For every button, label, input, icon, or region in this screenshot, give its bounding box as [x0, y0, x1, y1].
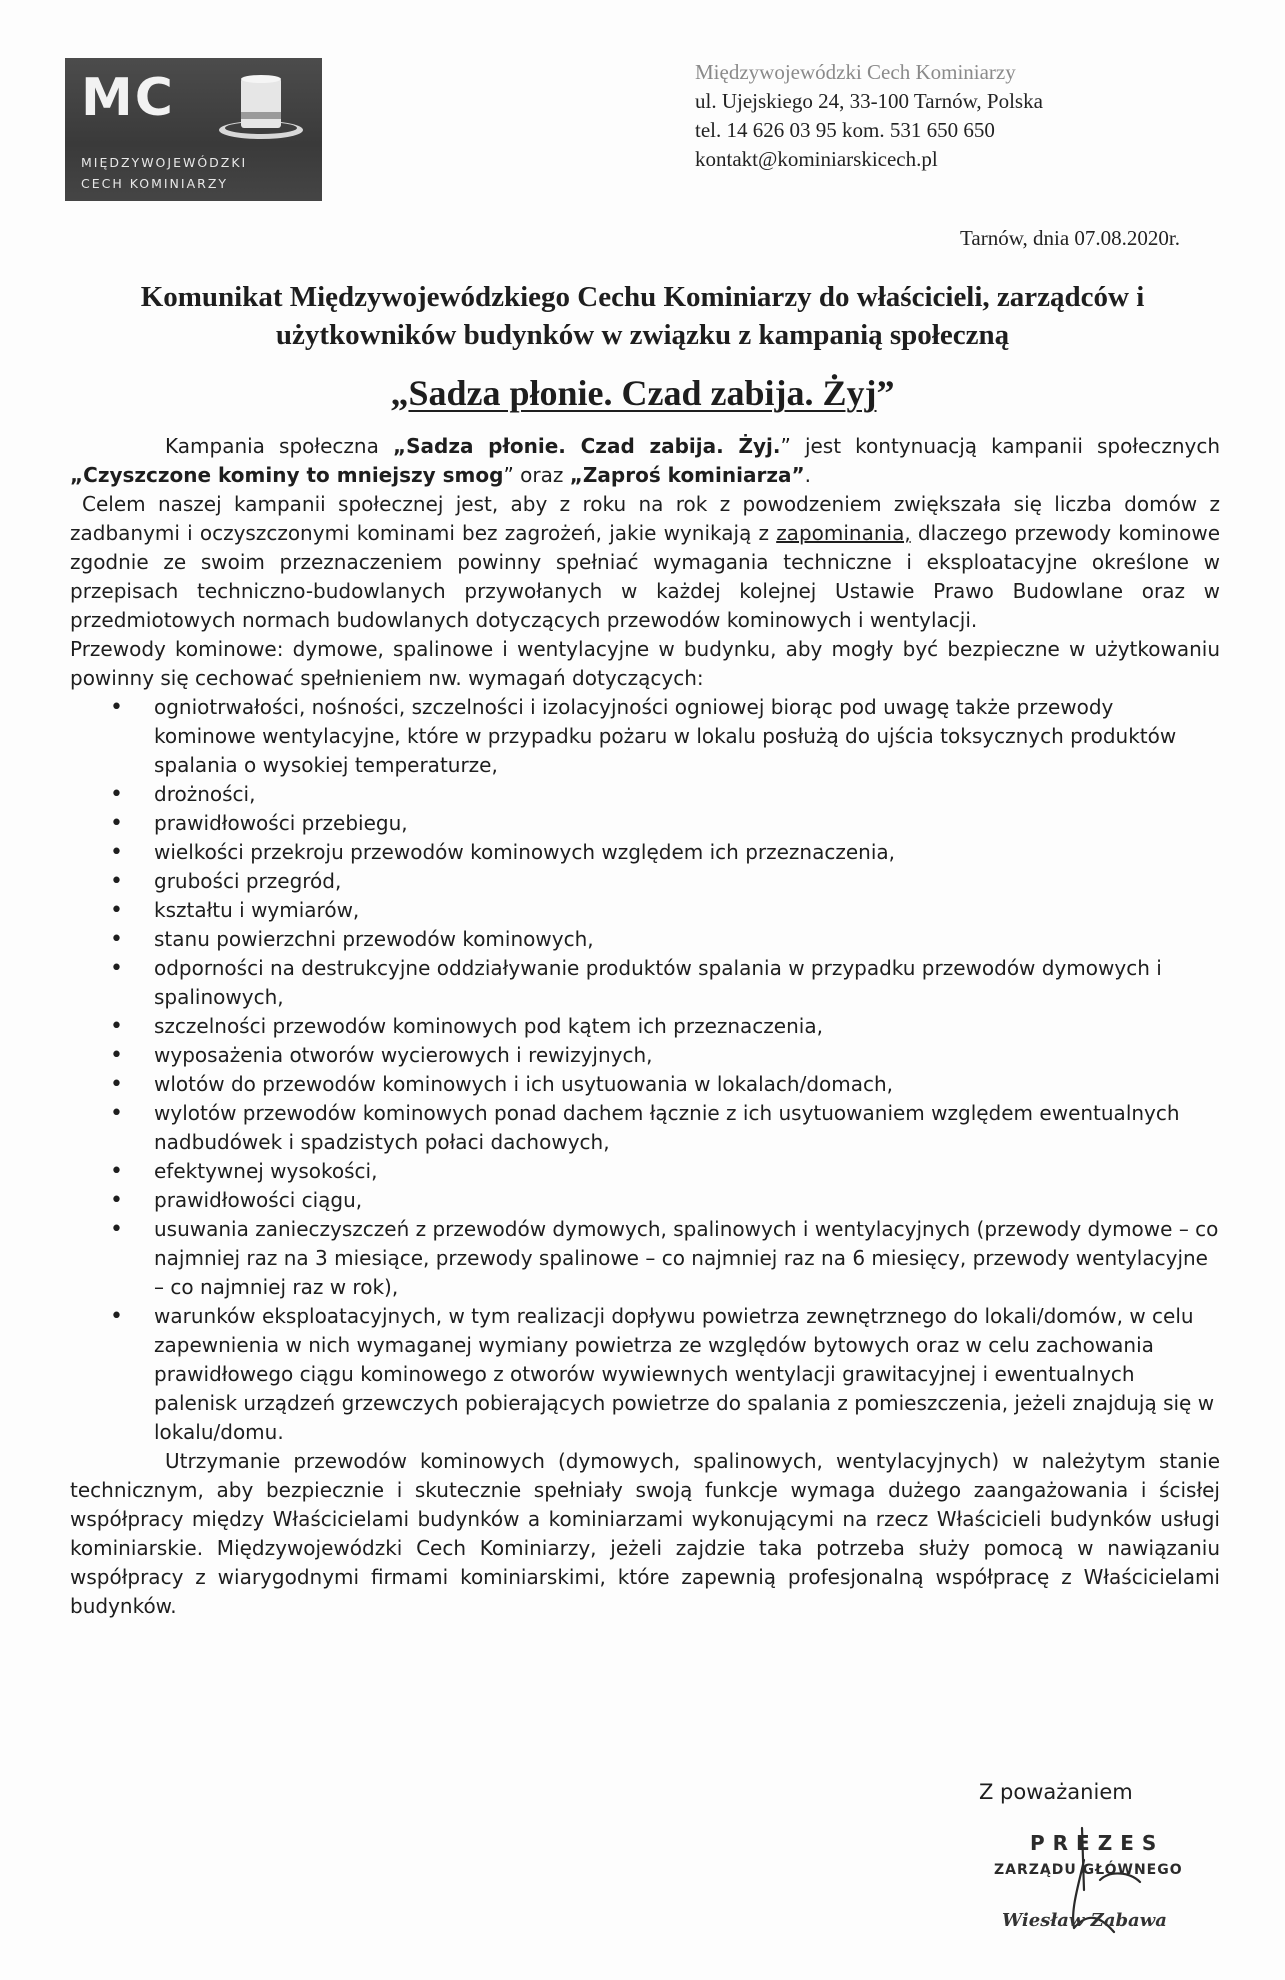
list-item: • prawidłowości przebiegu,	[70, 809, 1220, 838]
list-item: • prawidłowości ciągu,	[70, 1186, 1220, 1215]
list-item: • warunków eksploatacyjnych, w tym realizacji dopływu powietrza zewnętrznego do lokali/domów, w celu zapewnienia w nich wymaganej wymiany powietrza ze względów bytowych oraz w celu zachowania prawidłowego ciągu kominowego z otworów wywiewnych wentylacji grawitacyjnej i ewentualnych palenisk urządzeń grzewczych pobierających powietrze do spalania z pomieszczenia, jeżeli znajdują się w lokalu/domu.	[70, 1302, 1220, 1447]
letter-body	[70, 432, 1220, 1621]
stamp-name: Wiesław Zabawa	[1002, 1910, 1167, 1931]
logo-line-1: MIĘDZYWOJEWÓDZKI	[81, 155, 248, 170]
letterhead	[695, 58, 1043, 174]
stamp-title: PREZES	[1030, 1831, 1165, 1855]
list-item: • wielkości przekroju przewodów kominowych względem ich przeznaczenia,	[70, 838, 1220, 867]
list-item: • szczelności przewodów kominowych pod kątem ich przeznaczenia,	[70, 1012, 1220, 1041]
intro-paragraph	[70, 432, 1220, 490]
closing-paragraph: Utrzymanie przewodów kominowych (dymowych, spalinowych, wentylacyjnych) w należytym stanie technicznym, aby bezpiecznie i skutecznie spełniały swoją funkcje wymaga dużego zaangażowania i ścisłej współpracy między Właścicielami budynków a kominiarzami wykonującymi na rzecz Właścicieli budynków usługi kominiarskie. Międzywojewódzki Cech Kominiarzy, jeżeli zajdzie taka potrzeba służy pomocą w nawiązaniu współpracy z wiarygodnymi firmami kominiarskimi, które zapewnią profesjonalną współpracę z Właścicielami budynków.	[70, 1449, 1220, 1618]
intro-bold-2: „Czyszczone kominy to mniejszy smog	[70, 463, 504, 487]
list-item: • wlotów do przewodów kominowych i ich usytuowania w lokalach/domach,	[70, 1070, 1220, 1099]
document-title: Komunikat Międzywojewódzkiego Cechu Kominiarzy do właścicieli, zarządców i użytkowników budynków w związku z kampanią społeczną	[140, 281, 1145, 351]
campaign-slogan	[60, 372, 1225, 414]
list-item: • odporności na destrukcyjne oddziaływanie produktów spalania w przypadku przewodów dymowych i spalinowych,	[70, 954, 1220, 1012]
requirements-list	[70, 693, 1220, 1447]
address: ul. Ujejskiego 24, 33-100 Tarnów, Polska	[695, 89, 1043, 113]
requirements-intro: Przewody kominowe: dymowe, spalinowe i wentylacyjne w budynku, aby mogły być bezpieczne w użytkowaniu powinny się cechować spełnieniem nw. wymagań dotyczących:	[70, 637, 1220, 690]
closing-salutation: Z poważaniem	[979, 1780, 1133, 1804]
phone: tel. 14 626 03 95 kom. 531 650 650	[695, 118, 995, 142]
logo-line-2: CECH KOMINIARZY	[81, 176, 229, 191]
goal-paragraph	[70, 490, 1220, 635]
list-item: • efektywnej wysokości,	[70, 1157, 1220, 1186]
list-item: • stanu powierzchni przewodów kominowych,	[70, 925, 1220, 954]
intro-text-1: Kampania społeczna	[165, 434, 393, 458]
document-date: Tarnów, dnia 07.08.2020r.	[960, 226, 1180, 250]
list-item: • wyposażenia otworów wycierowych i rewizyjnych,	[70, 1041, 1220, 1070]
list-item: • ogniotrwałości, nośności, szczelności i izolacyjności ogniowej biorąc pod uwagę także przewody kominowe wentylacyjne, które w przypadku pożaru w lokalu posłużą do ujścia toksycznych produktów spalania o wysokiej temperaturze,	[70, 693, 1220, 780]
organization-name: Międzywojewódzki Cech Kominiarzy	[695, 60, 1016, 84]
logo	[65, 58, 322, 201]
slogan-text: Sadza płonie. Czad zabija. Żyj	[408, 373, 877, 413]
list-item: • drożności,	[70, 780, 1220, 809]
stamp-subtitle: ZARZĄDU GŁÓWNEGO	[994, 1862, 1183, 1878]
list-item: • grubości przegród,	[70, 867, 1220, 896]
list-item: • usuwania zanieczyszczeń z przewodów dymowych, spalinowych i wentylacyjnych (przewody dymowe – co najmniej raz na 3 miesiące, przewody spalinowe – co najmniej raz na 6 miesięcy, przewody wentylacyjne – co najmniej raz w rok),	[70, 1215, 1220, 1302]
goal-text-1: Celem naszej kampanii społecznej jest, aby z roku na rok z powodzeniem zwiększała się liczba domów z zadbanymi i oczyszczonymi kominami bez zagrożeń, jakie wynikają z	[70, 492, 1220, 545]
slogan-open-quote: „	[390, 373, 409, 413]
intro-bold-1: „Sadza płonie. Czad zabija. Żyj.	[392, 434, 781, 458]
goal-text-2: dlaczego przewody kominowe zgodnie ze swoim przeznaczeniem powinny spełniać wymagania techniczne i eksploatacyjne określone w przepisach techniczno-budowlanych przywołanych w każdej kolejnej Ustawie Prawo Budowlane oraz w przedmiotowych normach budowlanych dotyczących przewodów kominowych i wentylacji.	[70, 521, 1221, 632]
intro-text-2: ” jest kontynuacją kampanii społecznych	[780, 434, 1221, 458]
slogan-close-quote: ”	[876, 373, 895, 413]
logo-monogram: MC	[81, 68, 175, 128]
list-item: • wylotów przewodów kominowych ponad dachem łącznie z ich usytuowaniem względem ewentualnych nadbudówek i spadzistych połaci dachowych,	[70, 1099, 1220, 1157]
list-item: • kształtu i wymiarów,	[70, 896, 1220, 925]
top-hat-icon	[215, 70, 307, 142]
intro-text-3: ” oraz	[503, 463, 570, 487]
intro-text-4: .	[804, 463, 811, 487]
email: kontakt@kominiarskicech.pl	[695, 147, 938, 171]
goal-underlined-word: zapominania,	[776, 521, 911, 545]
intro-bold-3: „Zaproś kominiarza”	[569, 463, 805, 487]
